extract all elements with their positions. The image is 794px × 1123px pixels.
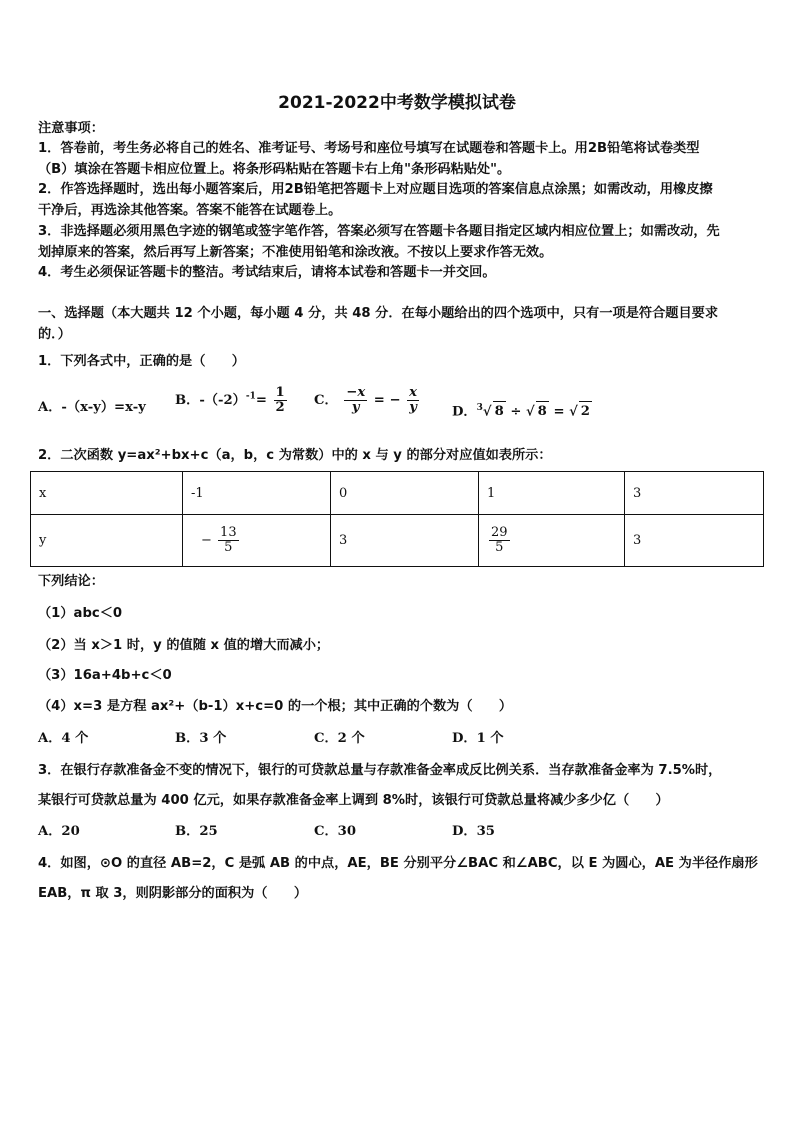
notice-line-3: 2．作答选择题时，选出每小题答案后，用2B铅笔把答题卡上对应题目选项的答案信息点涂黑；如需改动，用橡皮擦 [38, 182, 713, 197]
q1-d-radicand-3: 2 [579, 401, 592, 422]
xy-value-table [30, 471, 764, 567]
table-cell: x [31, 472, 183, 515]
q3-option-a: A．20 [38, 824, 80, 839]
y1-fraction [218, 526, 239, 555]
q3-option-d: D．35 [452, 824, 495, 839]
q1-b-eq: = [255, 393, 267, 408]
q1-c-fraction-2 [407, 386, 419, 415]
q1-stem: 1．下列各式中，正确的是（ ） [38, 354, 245, 369]
y1-sign: − [201, 533, 212, 548]
q1-d-radicand-1: 8 [493, 401, 506, 422]
table-cell: 3 [625, 472, 764, 515]
q2-conclusion-3: （3）16a+4b+c＜0 [38, 668, 172, 683]
q1-d-radicand-2: 8 [536, 401, 549, 422]
q1-c-den-2: y [409, 400, 417, 415]
notice-line-4: 干净后，再选涂其他答案。答案不能答在试题卷上。 [38, 203, 342, 218]
q4-line-1: 4．如图，⊙O 的直径 AB=2，C 是弧 AB 的中点，AE，BE 分别平分∠BAC 和∠ABC，以 E 为圆心，AE 为半径作扇形 [38, 856, 758, 871]
section-heading-line-1: 一、选择题（本大题共 12 个小题，每小题 4 分，共 48 分．在每小题给出的四个选项中，只有一项是符合题目要求 [38, 306, 719, 321]
q2-option-c: C．2 个 [314, 731, 365, 746]
q1-b-prefix: B．-（-2） [175, 393, 246, 408]
y3-fraction [489, 526, 510, 555]
table-cell: 0 [331, 472, 479, 515]
q1-b-exponent: -1 [245, 391, 256, 402]
table-row-y [31, 515, 764, 567]
q3-option-c: C．30 [314, 824, 357, 839]
q1-b-fraction [274, 386, 287, 415]
q2-conclusion-1: （1）abc＜0 [38, 606, 123, 621]
q1-b-numerator: 1 [275, 385, 285, 400]
q1-c-num-1: −x [346, 385, 366, 400]
table-cell: y [31, 515, 183, 567]
q1-option-d: D．$^3$√ 8 ÷ √ 8 = √ 2 [452, 398, 592, 422]
q1-d-prefix: D． [452, 404, 477, 420]
q1-c-mid: = − [373, 393, 401, 408]
section-heading-line-2: 的．） [38, 327, 71, 342]
table-cell: -1 [183, 472, 331, 515]
y1-numerator: 13 [220, 525, 237, 540]
q2-option-b: B．3 个 [175, 731, 227, 746]
q1-c-prefix: C． [314, 393, 338, 408]
q2-stem: 2．二次函数 y=ax²+bx+c（a，b，c 为常数）中的 x 与 y 的部分对应值如表所示： [38, 448, 552, 463]
q3-line-2: 某银行可贷款总量为 400 亿元，如果存款准备金率上调到 8%时，该银行可贷款总量将减少多少亿（ ） [38, 793, 669, 808]
y3-denominator: 5 [495, 540, 504, 555]
table-cell-y1 [183, 515, 331, 567]
q2-conclusion-4: （4）x=3 是方程 ax²+（b-1）x+c=0 的一个根；其中正确的个数为（ ） [38, 699, 513, 714]
notice-line-1: 1．答卷前，考生务必将自己的姓名、准考证号、考场号和座位号填写在试题卷和答题卡上。用2B铅笔将试卷类型 [38, 141, 700, 156]
notice-line-5: 3．非选择题必须用黑色字迹的钢笔或签字笔作答，答案必须写在答题卡各题目指定区域内相应位置上；如需改动，先 [38, 224, 720, 239]
q3-option-b: B．25 [175, 824, 218, 839]
q4-line-2: EAB，π 取 3，则阴影部分的面积为（ ） [38, 886, 308, 901]
y3-numerator: 29 [491, 525, 508, 540]
notice-line-7: 4．考生必须保证答题卡的整洁。考试结束后，请将本试卷和答题卡一并交回。 [38, 265, 496, 280]
q1-c-num-2: x [409, 385, 417, 400]
q1-option-b [175, 386, 289, 415]
q1-c-fraction-1 [344, 386, 367, 415]
notice-line-2: （B）填涂在答题卡相应位置上。将条形码粘贴在答题卡右上角"条形码粘贴处"。 [38, 162, 511, 177]
table-cell: 3 [331, 515, 479, 567]
page-title: 2021-2022中考数学模拟试卷 [278, 93, 516, 113]
q1-option-c [314, 386, 421, 415]
q2-option-a: A．4 个 [38, 731, 89, 746]
q2-conclusions-head: 下列结论： [38, 574, 104, 589]
y1-denominator: 5 [224, 540, 233, 555]
q1-d-eq: = [553, 404, 565, 420]
notice-line-6: 划掉原来的答案，然后再写上新答案；不准使用铅笔和涂改液。不按以上要求作答无效。 [38, 245, 553, 260]
q1-option-a: A．-（x-y）=x-y [38, 400, 146, 415]
table-cell-y3 [479, 515, 625, 567]
q1-c-den-1: y [351, 400, 360, 415]
table-row-x [31, 472, 764, 515]
q3-line-1: 3．在银行存款准备金不变的情况下，银行的可贷款总量与存款准备金率成反比例关系．当存款准备金率为 7.5%时， [38, 763, 722, 778]
table-cell: 1 [479, 472, 625, 515]
table-cell: 3 [625, 515, 764, 567]
q1-d-root-index: 3 [476, 403, 483, 413]
q1-d-op: ÷ [510, 404, 522, 420]
q1-b-denominator: 2 [275, 400, 285, 415]
q2-conclusion-2: （2）当 x＞1 时，y 的值随 x 值的增大而减小； [38, 638, 330, 653]
notice-heading: 注意事项： [38, 121, 104, 136]
q2-option-d: D．1 个 [452, 731, 504, 746]
